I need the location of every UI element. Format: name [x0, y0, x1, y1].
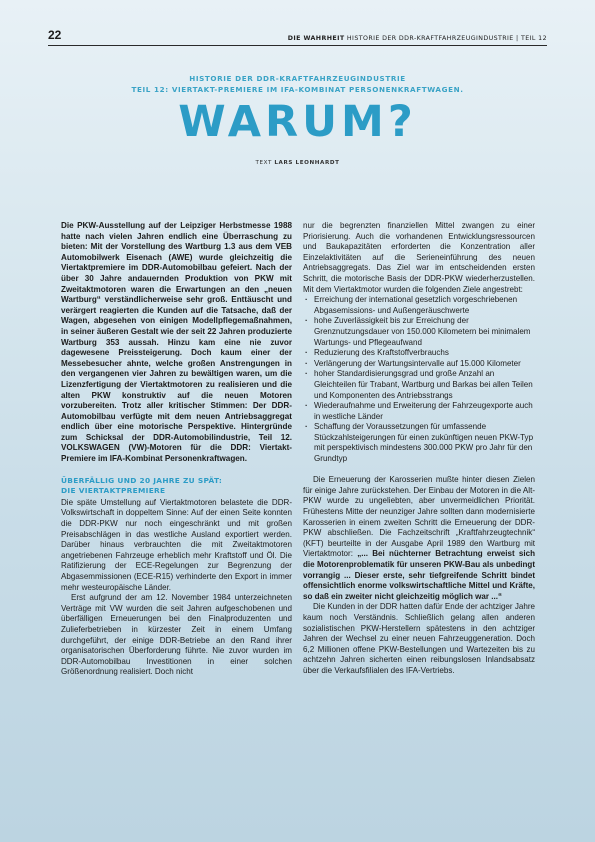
- article-kicker: [60, 73, 535, 95]
- body-paragraph: Erst aufgrund der am 12. November 1984 unterzeichneten Verträge mit VW wurden die seit Jahren aufgeschobenen und überfälligen Erneuerungen bei den Finalproduzenten und Zulieferbetrieben in kürzester Zeit in einem Umfang durchgeführt, der einige DDR-Betriebe an den Rand ihrer organisatorischen Überforderung führte. Nie zuvor wurden im DDR-Automobilbau Investitionen in einer solchen Größenordnung realisiert. Doch nicht: [61, 593, 292, 677]
- subheading-line-2: DIE VIERTAKTPREMIERE: [61, 486, 166, 496]
- page-number: 22: [48, 28, 62, 42]
- list-item: · Reduzierung des Kraftstoffverbrauchs: [303, 348, 535, 359]
- article-headline: WARUM?: [178, 97, 417, 147]
- byline-author: LARS LEONHARDT: [274, 160, 340, 166]
- list-item: · Erreichung der international gesetzlich vorgeschriebenen Abgasemissions- und Außengeräuschwerte: [303, 295, 535, 316]
- running-head: [288, 35, 547, 42]
- kicker-line-2: TEIL 12: VIERTAKT-PREMIERE IM IFA-KOMBINAT PERSONENKRAFTWAGEN.: [131, 85, 464, 94]
- list-item: · Schaffung der Voraussetzungen für umfassende Stückzahlsteigerungen für einen zukünftigen neuen PKW-Typ mit perspektivisch mindestens 300.000 PKW pro Jahr für den Grundtyp: [303, 422, 535, 464]
- publication-name: DIE WAHRHEIT: [287, 35, 345, 42]
- right-column: [303, 221, 535, 677]
- kft-quote: „... Bei nüchterner Betrachtung erweist sich die Motorenproblematik für unseren PKW-Bau als unbedingt vorrangig ... Dieser erste, sehr tiefgreifende Schritt bindet offensichtlich enorme volkswirtschaftliche Mittel und Kräfte, so daß ein zweiter nicht gleichzeitig möglich war ...“: [303, 549, 535, 601]
- body-paragraph: Die Kunden in der DDR hatten dafür Ende der achtziger Jahre kaum noch Verständnis. Schließlich gelang allen anderen sozialistischen PKW-Herstellern spätestens in den achtziger Jahren der Wechsel zu einer neuen Fahrzeuggeneration. Doch 6,2 Millionen offene PKW-Bestellungen und Wartezeiten bis zu achtzehn Jahren sicherten einen reibungslosen Inlandsabsatz über die Verkaufsfilialen des IFA-Vertriebs.: [303, 602, 535, 675]
- paragraph-text: Die Erneuerung der Karosserien mußte hinter diesen Zielen für einige Jahre zurückstehen. Der Einbau der Motoren in die Alt-PKW wurde zu ungeliebten, aber unvermeidlichen Priorität. Frühestens Mitte der neunziger Jahre sollten dann modernisierte Karosserien in einem zweiten Schritt die Erneuerung der DDR-PKW abschließen. Die Fachzeitschrift „Kraftfahrzeugtechnik“ (KFT) beurteilte in der Ausgabe April 1989 den Wartburg mit Viertaktmotor:: [303, 475, 535, 559]
- body-paragraph: Die späte Umstellung auf Viertaktmotoren belastete die DDR-Volkswirtschaft in doppeltem Sinne: Auf der einen Seite konnten die DDR-PKW nur noch eingeschränkt und mit großen Preisabschlägen in das westliche Ausland exportiert werden. Darüber hinaus verbrauchten die mit Zweitaktmotoren angetriebenen Fahrzeuge erheblich mehr Kraftstoff und Öl. Die Ratifizierung der ECE-Regelungen zur Begrenzung der Abgasemmissionen (ECE-R15) verhinderte den Export in immer mehr westeuropäische Länder.: [61, 497, 292, 592]
- body-paragraph: nur die begrenzten finanziellen Mittel zwangen zu einer Priorisierung. Auch die vorhandenen Entwicklungsressourcen und Baukapazitäten erforderten die Konzentration aller Einzelaktivitäten auf die Serieneinführung des neuen Antriebsaggregats. Das Ziel war im entscheidenden ersten Schritt, die motorische Basis der DDR-PKW wiederherzustellen. Mit dem Viertaktmotor wurden die folgenden Ziele angestrebt:: [303, 221, 535, 294]
- left-column: [61, 221, 292, 678]
- list-item: · hohe Zuverlässigkeit bis zur Erreichung der Grenznutzungsdauer von 150.000 Kilometern bei minimalem Wartungs- und Pflegeaufwand: [303, 316, 535, 348]
- byline-label: TEXT: [255, 160, 272, 166]
- body-paragraph: [303, 475, 535, 602]
- list-item: · hoher Standardisierungsgrad und große Anzahl an Gleichteilen für Trabant, Wartburg und Barkas bei allen Teilen und Komponenten des Antriebsstrangs: [303, 369, 535, 401]
- byline: [40, 160, 555, 166]
- page-header: [48, 24, 547, 46]
- kicker-line-1: HISTORIE DER DDR-KRAFTFAHRZEUGINDUSTRIE: [189, 74, 406, 83]
- series-title: HISTORIE DER DDR-KRAFTFAHRZEUGINDUSTRIE | TEIL 12: [346, 35, 547, 42]
- subheading-line-1: ÜBERFÄLLIG UND 20 JAHRE ZU SPÄT:: [61, 475, 223, 485]
- list-item: · Verlängerung der Wartungsintervalle auf 15.000 Kilometer: [303, 359, 535, 370]
- lead-paragraph: Die PKW-Ausstellung auf der Leipziger Herbstmesse 1988 hatte nach vielen Jahren endlich eine Überraschung zu bieten: Mit der Vorstellung des Wartburg 1.3 aus dem VEB Automobilwerk Eisenach (AWE) wurde gleichzeitig die Viertaktpremiere im DDR-Automobilbau gefeiert. Nach der über 30 Jahre andauernden Produktion von PKW mit Zweitaktmotoren waren die Erwartungen an den „neuen Wartburg“ verständlicherweise sehr groß. Enttäuscht und verärgert reagierten die Kunden auf die Tatsache, daß der Wagen, abgesehen von einigen Modellpflegemaßnahmen, in seiner äußeren Gestalt wie der seit 22 Jahren produzierte Wartburg 353 aussah. Hinzu kam eine nie zuvor dagewesene Preissteigerung. Doch kaum einer der Messebesucher ahnte, welche großen Anstrengungen in den vergangenen vier Jahren zu bewältigen waren, um die Lizenzfertigung der Viertaktmotoren zu realisieren und die alten PKW konstruktiv auf die neuen Motoren vorzubereiten. Trotz aller kritischer Stimmen: Der DDR-Automobilbau verfügte mit dem neuen Antriebsaggregat endlich über eine motorische Perspektive. Hintergründe zum Schicksal der DDR-Automobilindustrie, Teil 12. VOLKSWAGEN (VW)-Motoren für die DDR: Viertakt-Premiere im IFA-Kombinat Personenkraftwagen.: [61, 221, 292, 464]
- goals-list: [303, 295, 535, 465]
- subheading: [61, 476, 292, 497]
- list-item: · Wiederaufnahme und Erweiterung der Fahrzeugexporte auch in westliche Länder: [303, 401, 535, 422]
